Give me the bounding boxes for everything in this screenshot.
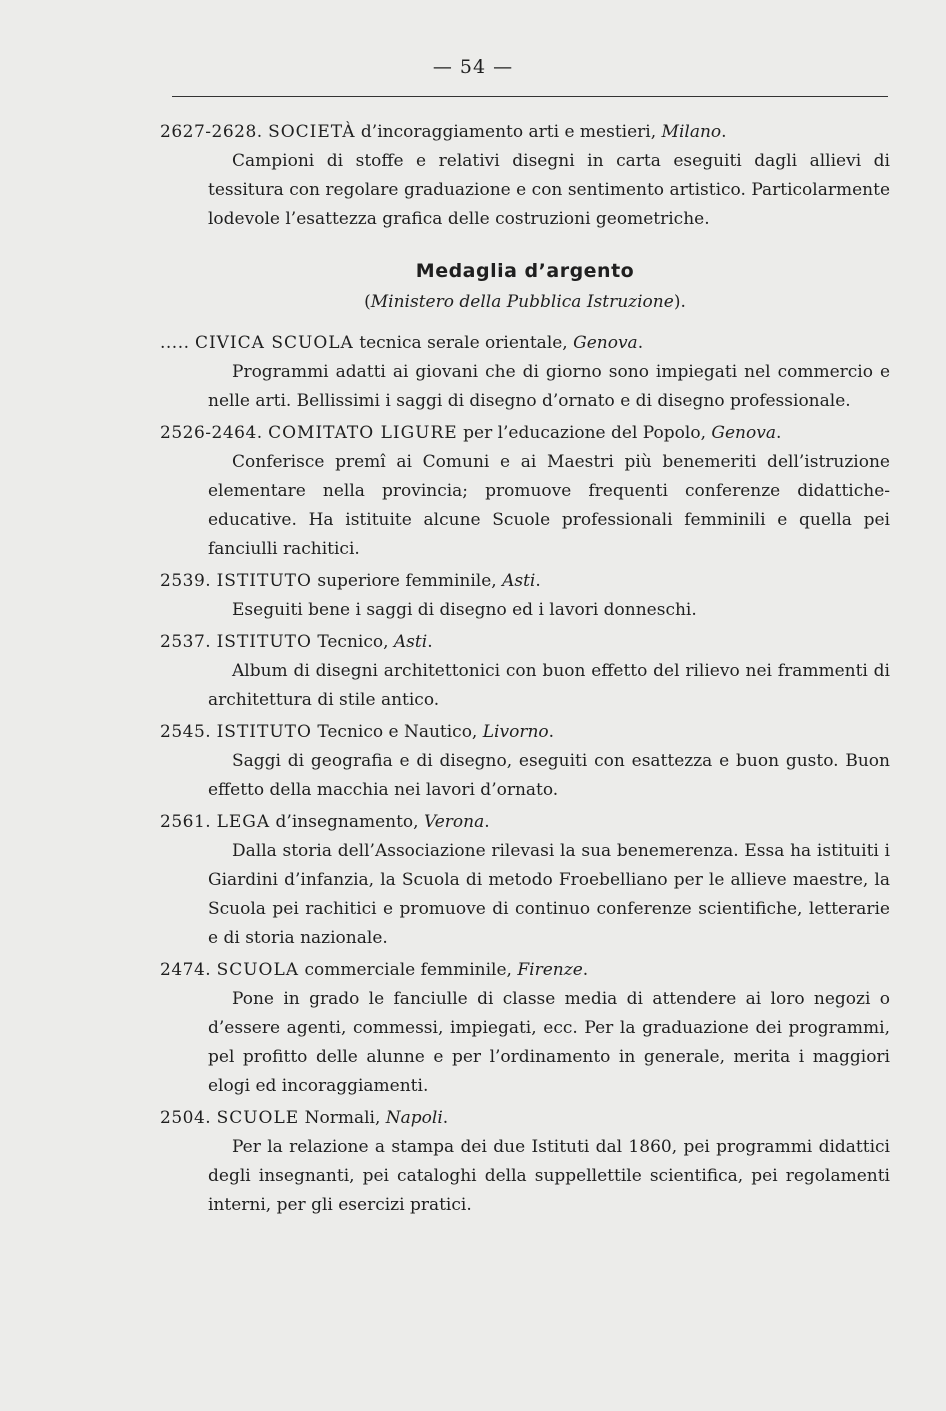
entry-place: Milano bbox=[661, 122, 722, 142]
section-subtitle bbox=[160, 288, 890, 317]
entry-body bbox=[160, 747, 890, 805]
entry-heading bbox=[160, 808, 890, 837]
entry-heading bbox=[160, 567, 890, 596]
entry-description: d’insegnamento, bbox=[270, 812, 424, 832]
entry-description: Normali, bbox=[299, 1108, 386, 1128]
entry-text: Album di disegni architettonici con buon effetto del rilievo nei frammenti di architettura di stile antico. bbox=[208, 661, 890, 710]
entry-text: Dalla storia dell’Associazione rilevasi la sua benemerenza. Essa ha istituiti i Giardini d’infanzia, la Scuola di metodo Froebelliano per le allieve maestre, la Scuola pei rachitici e promuove di continuo conferenze scientifiche, letterarie e di storia nazionale. bbox=[208, 841, 890, 948]
entry bbox=[160, 718, 890, 805]
entry-text: Saggi di geografia e di disegno, eseguiti con esattezza e buon gusto. Buon effetto della macchia nei lavori d’ornato. bbox=[208, 751, 890, 800]
entry-description: Tecnico e Nautico, bbox=[311, 722, 483, 742]
entry-text: Eseguiti bene i saggi di disegno ed i lavori donneschi. bbox=[232, 600, 697, 620]
entry-end: . bbox=[484, 812, 490, 832]
entry-end: . bbox=[775, 423, 782, 443]
entry-name: SCUOLE bbox=[216, 1108, 300, 1128]
entry bbox=[160, 419, 890, 564]
entry-place: Livorno bbox=[482, 722, 549, 742]
entry-body bbox=[160, 358, 890, 416]
entry bbox=[160, 628, 890, 715]
entry-body bbox=[160, 147, 890, 234]
entry-body bbox=[160, 448, 890, 564]
entry-description: d’incoraggiamento arti e mestieri, bbox=[355, 122, 662, 142]
entry-text: Per la relazione a stampa dei due Istituti dal 1860, pei programmi didattici degli insegnanti, pei cataloghi della suppellettile scientifica, pei regolamenti interni, per gli esercizi pratici. bbox=[208, 1137, 890, 1215]
entry-description: superiore femminile, bbox=[311, 571, 503, 591]
entry-end: . bbox=[582, 960, 589, 980]
entry-number: 2539. bbox=[160, 571, 212, 591]
entry-name: CIVICA SCUOLA bbox=[194, 333, 354, 353]
entry-name: SCUOLA bbox=[216, 960, 300, 980]
entry bbox=[160, 808, 890, 953]
entry-description: Tecnico, bbox=[311, 632, 394, 652]
entry-text: Programmi adatti ai giovani che di giorno sono impiegati nel commercio e nelle arti. Bellissimi i saggi di disegno d’ornato e di disegno professionale. bbox=[208, 362, 890, 411]
entry-end: . bbox=[721, 122, 727, 142]
entry-body bbox=[160, 985, 890, 1101]
entry-name: LEGA bbox=[216, 812, 271, 832]
subtitle-close: ). bbox=[673, 292, 686, 312]
entry-description: tecnica serale orientale, bbox=[353, 333, 574, 353]
entry-end: . bbox=[427, 632, 433, 652]
entry-end: . bbox=[637, 333, 644, 353]
entry-heading bbox=[160, 1104, 890, 1133]
header-rule bbox=[172, 96, 888, 97]
entry-text: Pone in grado le fanciulle di classe media di attendere ai loro negozi o d’essere agenti, commessi, impiegati, ecc. Per la graduazione dei programmi, pel profitto delle alunne e per l’ordinamento in generale, merita i maggiori elogi ed incoraggiamenti. bbox=[208, 989, 890, 1096]
entry-name: SOCIETÀ bbox=[268, 122, 356, 142]
entry-number: 2627-2628. bbox=[160, 122, 263, 142]
subtitle-text: Ministero della Pubblica Istruzione bbox=[370, 292, 674, 312]
entry-text: Conferisce premî ai Comuni e ai Maestri più benemeriti dell’istruzione elementare nella provincia; promuove frequenti conferenze didattiche-educative. Ha istituite alcune Scuole professionali femminili e quella pei fanciulli rachitici. bbox=[208, 452, 890, 559]
page-content bbox=[160, 118, 890, 1223]
entry-description: commerciale femminile, bbox=[299, 960, 518, 980]
entry-end: . bbox=[535, 571, 541, 591]
entry bbox=[160, 567, 890, 625]
entry bbox=[160, 329, 890, 416]
entry-place: Firenze bbox=[517, 960, 583, 980]
subtitle-open: ( bbox=[364, 292, 371, 312]
entry-body bbox=[160, 1133, 890, 1220]
entry-place: Asti bbox=[393, 632, 428, 652]
entry-end: . bbox=[442, 1108, 449, 1128]
entry-place: Asti bbox=[502, 571, 536, 591]
page-number: — 54 — bbox=[432, 56, 514, 78]
entry-place: Genova bbox=[711, 423, 776, 443]
entry-number: 2504. bbox=[160, 1108, 212, 1128]
entry-heading bbox=[160, 419, 890, 448]
section-title: Medaglia d’argento bbox=[415, 260, 635, 282]
entry-heading bbox=[160, 628, 890, 657]
entry-heading bbox=[160, 118, 890, 147]
entry-name: ISTITUTO bbox=[216, 632, 312, 652]
entry-number: 2561. bbox=[160, 812, 212, 832]
entry-heading bbox=[160, 718, 890, 747]
entry bbox=[160, 1104, 890, 1220]
entry-number: 2474. bbox=[160, 960, 212, 980]
entry-text: Campioni di stoffe e relativi disegni in carta eseguiti dagli allievi di tessitura con regolare graduazione e con sentimento artistico. Particolarmente lodevole l’esattezza grafica delle costruzioni geometriche. bbox=[208, 151, 890, 229]
entry-heading bbox=[160, 956, 890, 985]
entry-description: per l’educazione del Popolo, bbox=[457, 423, 712, 443]
entry bbox=[160, 956, 890, 1101]
entry-place: Napoli bbox=[385, 1108, 443, 1128]
entry-place: Genova bbox=[573, 333, 638, 353]
entry-name: COMITATO LIGURE bbox=[268, 423, 458, 443]
entry-body bbox=[160, 596, 890, 625]
entry-body bbox=[160, 657, 890, 715]
entry-body bbox=[160, 837, 890, 953]
entry-number: 2526-2464. bbox=[160, 423, 263, 443]
entry-name: ISTITUTO bbox=[216, 722, 312, 742]
entry-number: 2537. bbox=[160, 632, 212, 652]
entry bbox=[160, 118, 890, 234]
entry-place: Verona bbox=[423, 812, 485, 832]
entry-end: . bbox=[548, 722, 555, 742]
entry-name: ISTITUTO bbox=[216, 571, 312, 591]
entry-heading bbox=[160, 329, 890, 358]
entry-number: ..... bbox=[160, 333, 190, 353]
entry-number: 2545. bbox=[160, 722, 212, 742]
